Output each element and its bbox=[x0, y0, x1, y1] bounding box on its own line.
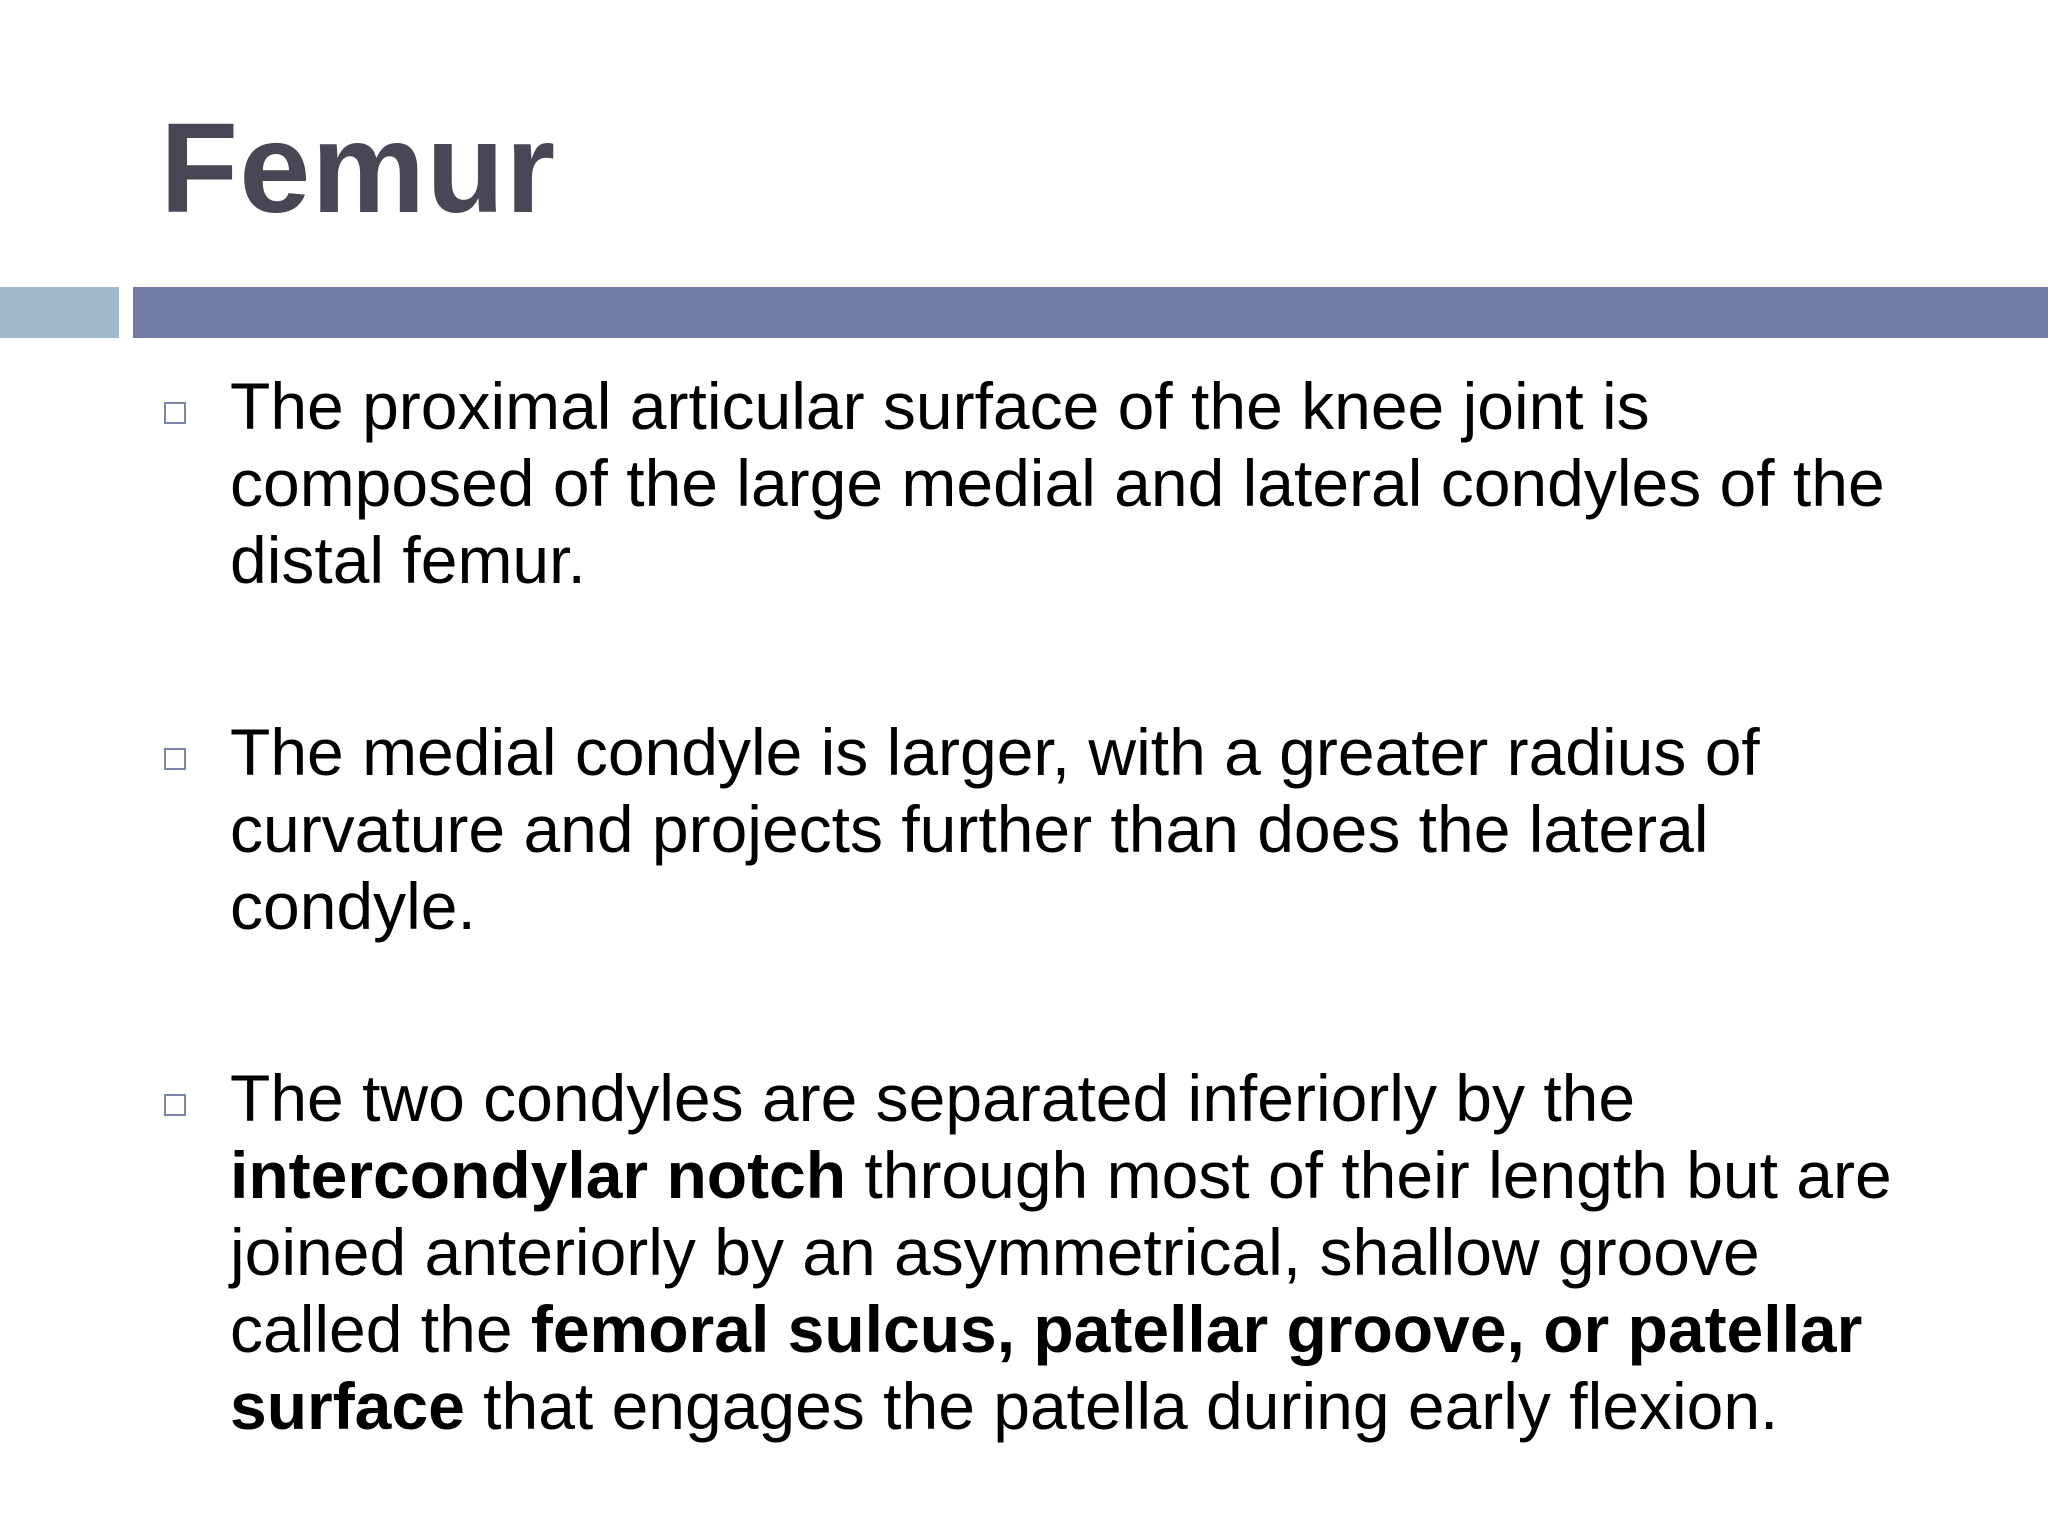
bullet-text: The proximal articular surface of the knee joint is composed of the large medial and lateral condyles of the distal femur. bbox=[230, 369, 1885, 597]
header-band bbox=[133, 287, 2048, 338]
header-band-accent bbox=[0, 287, 119, 338]
bullet-bold-term: intercondylar notch bbox=[230, 1138, 847, 1212]
bullet-list bbox=[160, 368, 1920, 1445]
bullet-text-part: that engages the patella during early flexion. bbox=[464, 1369, 1779, 1443]
square-bullet-icon bbox=[164, 748, 186, 770]
bullet-text-part: through most of their length but are joined anteriorly by an asymmetrical, shallow groove called the bbox=[230, 1138, 1892, 1366]
bullet-text-part: The two condyles are separated inferiorly by the bbox=[230, 1061, 1636, 1135]
bullet-bold-term: femoral sulcus, patellar groove, or patellar surface bbox=[230, 1292, 1863, 1443]
bullet-text: The medial condyle is larger, with a greater radius of curvature and projects further than does the lateral condyle. bbox=[230, 715, 1760, 943]
slide-title: Femur bbox=[160, 97, 557, 240]
square-bullet-icon bbox=[164, 402, 186, 424]
bullet-item bbox=[160, 714, 1920, 945]
square-bullet-icon bbox=[164, 1094, 186, 1116]
bullet-item bbox=[160, 368, 1920, 599]
bullet-item bbox=[160, 1060, 1920, 1445]
